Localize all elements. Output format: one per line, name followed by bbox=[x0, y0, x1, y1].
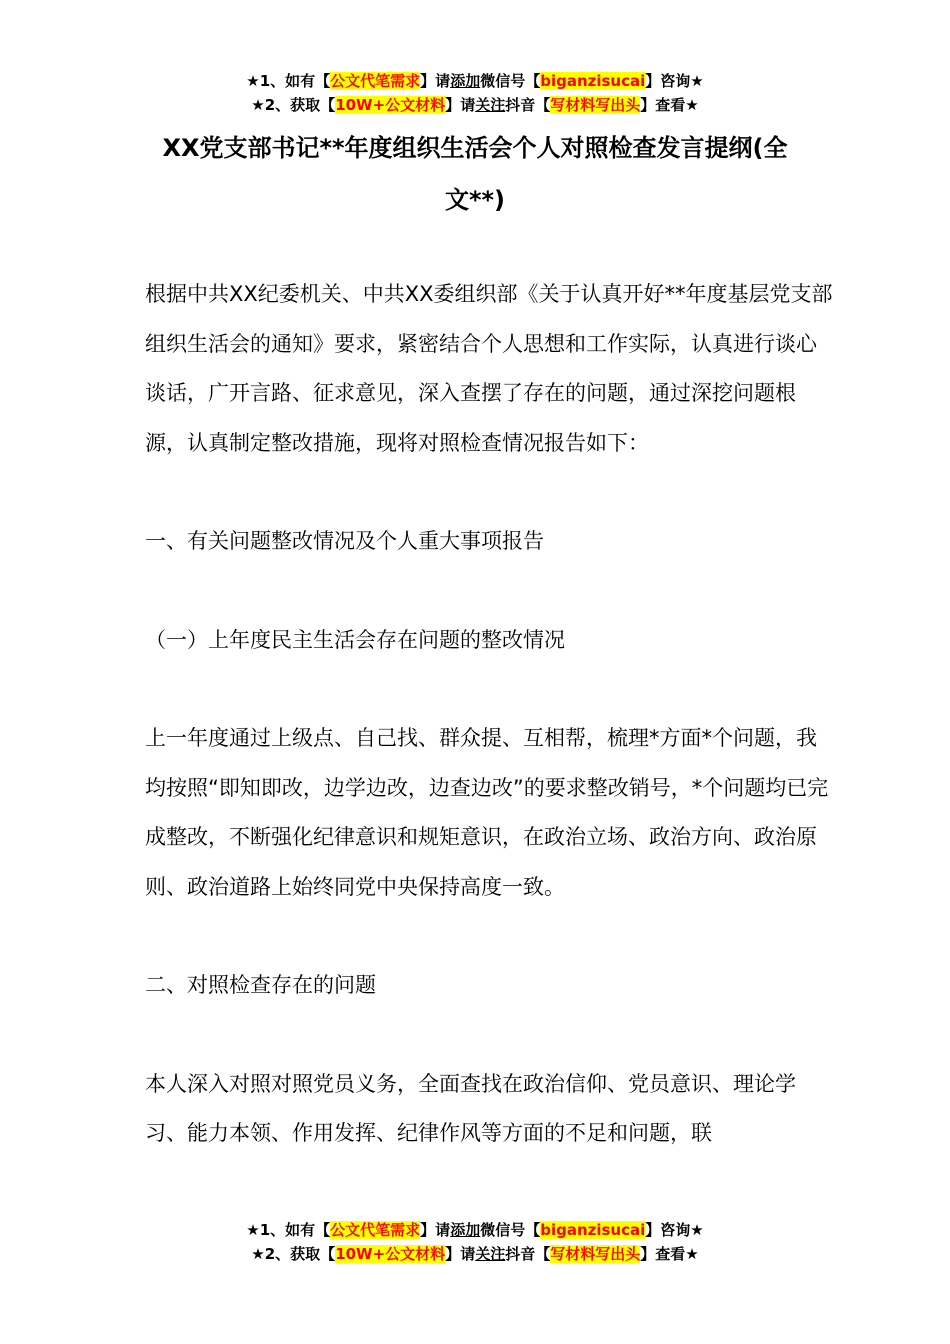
paragraph-self-check: 本人深入对照对照党员义务，全面查找在政治信仰、党员意识、理论学习、能力本领、作用发挥、纪律作风等方面的不足和问题，联 bbox=[145, 1071, 796, 1145]
promo-highlight: 写材料写出头 bbox=[550, 96, 641, 114]
promo-line-2: ★2、获取【10W+公文材料】请关注抖音【写材料写出头】查看★ bbox=[251, 96, 699, 114]
subsection-heading-1: （一）上年度民主生活会存在问题的整改情况 bbox=[145, 627, 565, 652]
promo-banner-top bbox=[0, 69, 950, 117]
promo-line-1: ★1、如有【公文代笔需求】请添加微信号【biganzisucai】咨询★ bbox=[246, 72, 704, 90]
promo-highlight: 公文代笔需求 bbox=[330, 72, 421, 90]
document-title bbox=[140, 122, 810, 226]
promo-banner-bottom bbox=[0, 1218, 950, 1266]
promo-line-1: ★1、如有【公文代笔需求】请添加微信号【biganzisucai】咨询★ bbox=[246, 1221, 704, 1239]
paragraph-rectification: 上一年度通过上级点、自己找、群众提、互相帮，梳理*方面*个问题，我均按照“即知即改，边学边改，边查边改”的要求整改销号，*个问题均已完成整改，不断强化纪律意识和规矩意识，在政治立场、政治方向、政治原则、政治道路上始终同党中央保持高度一致。 bbox=[145, 726, 829, 899]
promo-highlight: biganzisucai bbox=[540, 72, 646, 90]
section-heading-1: 一、有关问题整改情况及个人重大事项报告 bbox=[145, 529, 544, 553]
paragraph-intro: 根据中共XX纪委机关、中共XX委组织部《关于认真开好**年度基层党支部组织生活会的通知》要求，紧密结合个人思想和工作实际，认真进行谈心谈话，广开言路、征求意见，深入查摆了存在的问题，通过深挖问题根源，认真制定整改措施，现将对照检查情况报告如下： bbox=[145, 282, 833, 455]
section-heading-2: 二、对照检查存在的问题 bbox=[145, 973, 376, 997]
promo-line-2: ★2、获取【10W+公文材料】请关注抖音【写材料写出头】查看★ bbox=[251, 1245, 699, 1263]
document-title-line-2: 文**) bbox=[444, 186, 506, 214]
promo-highlight: 公文代笔需求 bbox=[330, 1221, 421, 1239]
promo-highlight: biganzisucai bbox=[540, 1221, 646, 1239]
document-body bbox=[145, 270, 835, 1208]
document-title-line-1: XX党支部书记**年度组织生活会个人对照检查发言提纲(全 bbox=[162, 134, 788, 162]
promo-highlight: 写材料写出头 bbox=[550, 1245, 641, 1263]
promo-highlight: 10W+公文材料 bbox=[335, 96, 446, 114]
promo-highlight: 10W+公文材料 bbox=[335, 1245, 446, 1263]
